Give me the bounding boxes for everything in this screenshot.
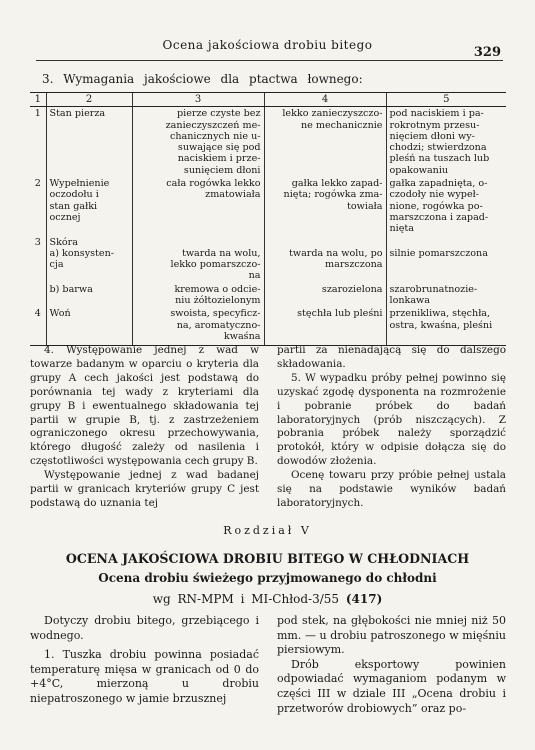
table-row (30, 283, 506, 308)
paragraph: 4. Występowanie jednej z wad w towarze badanym w oparciu o kryteria dla grupy A cech jakości jest podstawą do porównania tej wady z kryteriami dla grupy B i ewentualnego składowania tej partii w grupie B, tj. z zastrzeżeniem ograniczonego okresu przechowywania, którego długość zależy od nasilenia i częstotliwości występowania cech grupy B. (30, 344, 259, 468)
table-body (30, 107, 506, 346)
cell-line: ne mechanicznie (300, 119, 383, 131)
table-header-row (30, 93, 506, 107)
cell-line: silnie pomarszczona (389, 247, 488, 259)
cell-line (390, 237, 504, 248)
cell-line: 1 (34, 108, 41, 120)
table-cell (386, 107, 506, 177)
table-cell (132, 283, 264, 308)
table-cell (30, 307, 46, 345)
section-subtitle: Ocena drobiu świeżego przyjmowanego do chłodni (98, 571, 437, 585)
column-header: 3 (132, 93, 264, 107)
cell-line: twarda na wolu, po (289, 247, 383, 259)
cell-line: stęchła lub pleśni (297, 308, 383, 320)
cell-line: Wypełnienie (49, 178, 110, 190)
cell-line: przenikliwa, stęchła, (389, 308, 491, 320)
cell-line: nięta; rogówka zma- (283, 189, 383, 201)
cell-line: swoista, specyficz- (170, 308, 261, 320)
table-cell (264, 307, 386, 345)
table-cell (46, 283, 132, 308)
cell-line: suwające się pod (177, 142, 261, 154)
cell-line: b) barwa (49, 283, 93, 295)
table-cell (132, 307, 264, 345)
table-cell (386, 283, 506, 308)
cell-line: lekko pomarszczo- (170, 259, 261, 271)
cell-line: 3 (34, 236, 41, 248)
left-column-text (30, 344, 259, 511)
page-number: 329 (473, 45, 501, 60)
cell-line: oczodołu i (49, 189, 99, 201)
cell-line: chodzi; stwierdzona (389, 142, 487, 154)
chapter-label: Rozdział V (223, 524, 312, 537)
cell-line: nione, rogówka po- (389, 200, 483, 212)
cell-line: Stan pierza (49, 108, 106, 120)
cell-line: ocznej (49, 211, 81, 223)
norm-text: wg RN-MPM i MI-Chłod-3/55 (152, 592, 340, 606)
cell-line: lekko zanieczyszczo- (282, 108, 383, 120)
cell-line: opakowaniu (389, 164, 449, 176)
cell-line: 4 (34, 308, 41, 320)
section-heading: 3. Wymagania jakościowe dla ptactwa łownego: (42, 72, 363, 86)
cell-line: na (248, 270, 261, 282)
cell-line: Woń (49, 308, 71, 320)
cell-line: pierze czyste bez (177, 108, 261, 120)
table-cell (264, 177, 386, 235)
cell-line: lonkawa (389, 295, 430, 307)
cell-line: zanieczyszczeń me- (165, 119, 261, 131)
table-cell (30, 177, 46, 235)
cell-line (136, 237, 261, 248)
table-cell (30, 283, 46, 308)
cell-line: ostra, kwaśna, pleśni (389, 319, 493, 331)
cell-line: kremowa o odcie- (174, 283, 261, 295)
table-cell (30, 236, 46, 283)
cell-line: gałka lekko zapad- (291, 178, 383, 190)
column-header: 5 (386, 93, 506, 107)
table-cell (46, 177, 132, 235)
requirements-table (30, 92, 506, 346)
cell-line (268, 237, 383, 248)
table-cell (30, 107, 46, 177)
cell-line: gałka zapadnięta, o- (389, 178, 488, 190)
cell-line: niu żółtozielonym (175, 295, 261, 307)
paragraph: partii za nienadającą się do dalszego składowania. (277, 344, 506, 370)
right-column-text (277, 344, 506, 511)
cell-line: chanicznych nie u- (169, 130, 261, 142)
table-cell (264, 283, 386, 308)
cell-line: marszczona i zapad- (389, 211, 489, 223)
chapter-title: OCENA JAKOŚCIOWA DROBIU BITEGO W CHŁODNIACH (65, 551, 470, 566)
paragraph: Dotyczy drobiu bitego, grzebiącego i wodnego. (30, 614, 259, 642)
cell-line: pleśń na tuszach lub (389, 153, 490, 165)
cell-line: 2 (34, 178, 41, 190)
cell-line: na, aromatyczno- (176, 319, 261, 331)
cell-line: marszczona (325, 259, 383, 271)
table-cell (46, 107, 132, 177)
paragraph: 1. Tuszka drobiu powinna posiadać temperaturę mięsa w granicach od 0 do +4°C, mierzoną u drobiu niepatroszonego w jamie brzusznej (30, 648, 259, 705)
running-title: Ocena jakościowa drobiu bitego (162, 38, 373, 52)
column-header: 1 (30, 93, 46, 107)
norm-reference (0, 592, 535, 606)
table-cell (132, 177, 264, 235)
paragraph: Występowanie jednej z wad badanej partii w granicach kryteriów grupy C jest podstawą do uznania tej (30, 469, 259, 509)
table-row (30, 177, 506, 235)
table-cell (264, 107, 386, 177)
table-cell (264, 236, 386, 283)
cell-line: szarozielona (321, 283, 383, 295)
cell-line: a) konsysten- (49, 247, 115, 259)
bottom-right-text (277, 614, 506, 716)
cell-line: cja (49, 259, 64, 271)
paragraph: pod stek, na głębokości nie mniej niż 50 mm. — u drobiu patroszonego w mięśniu piersiowym. (277, 614, 506, 657)
cell-line: rokrotnym przesu- (389, 119, 480, 131)
cell-line: naciskiem i prze- (177, 153, 261, 165)
column-header: 2 (46, 93, 132, 107)
cell-line: nięciem dłoni wy- (389, 130, 475, 142)
table-cell (46, 307, 132, 345)
table-row (30, 107, 506, 177)
table-cell (386, 307, 506, 345)
column-header: 4 (264, 93, 386, 107)
paragraph: Ocenę towaru przy próbie pełnej ustala się na podstawie wyników badań laboratoryjnych. (277, 469, 506, 509)
cell-line: Skóra (49, 236, 78, 248)
paragraph: 5. W wypadku próby pełnej powinno się uzyskać zgodę dysponenta na rozmrożenie i pobranie próbek do badań laboratoryjnych (prób niszczących). Z pobrania próbek należy sporządzić protokół, który w odpisie dołącza się do dowodów złożenia. (277, 371, 506, 468)
cell-line: pod naciskiem i pa- (389, 108, 484, 120)
norm-ref-number: (417) (345, 592, 383, 606)
cell-line: stan gałki (49, 200, 98, 212)
table-cell (386, 177, 506, 235)
cell-line (30, 284, 46, 295)
header-rule (36, 60, 503, 61)
cell-line: czodoły nie wypeł- (389, 189, 479, 201)
cell-line: sunięciem dłoni (183, 164, 261, 176)
cell-line: szarobrunatnozie- (389, 283, 478, 295)
cell-line: kwaśna (223, 330, 261, 342)
table-row (30, 307, 506, 345)
table-row (30, 236, 506, 283)
table-cell (132, 107, 264, 177)
cell-line: twarda na wolu, (181, 247, 261, 259)
table-cell (132, 236, 264, 283)
cell-line: nięta (389, 223, 414, 235)
table-cell (46, 236, 132, 283)
paragraph: Drób eksportowy powinien odpowiadać wymaganiom podanym w części III w dziale III „Ocena drobiu i przetworów drobiowych” oraz po- (277, 657, 506, 715)
table-cell (386, 236, 506, 283)
bottom-left-text (30, 614, 259, 707)
cell-line: zmatowiała (205, 189, 261, 201)
cell-line: towiała (347, 200, 383, 212)
cell-line: cała rogówka lekko (166, 178, 261, 190)
